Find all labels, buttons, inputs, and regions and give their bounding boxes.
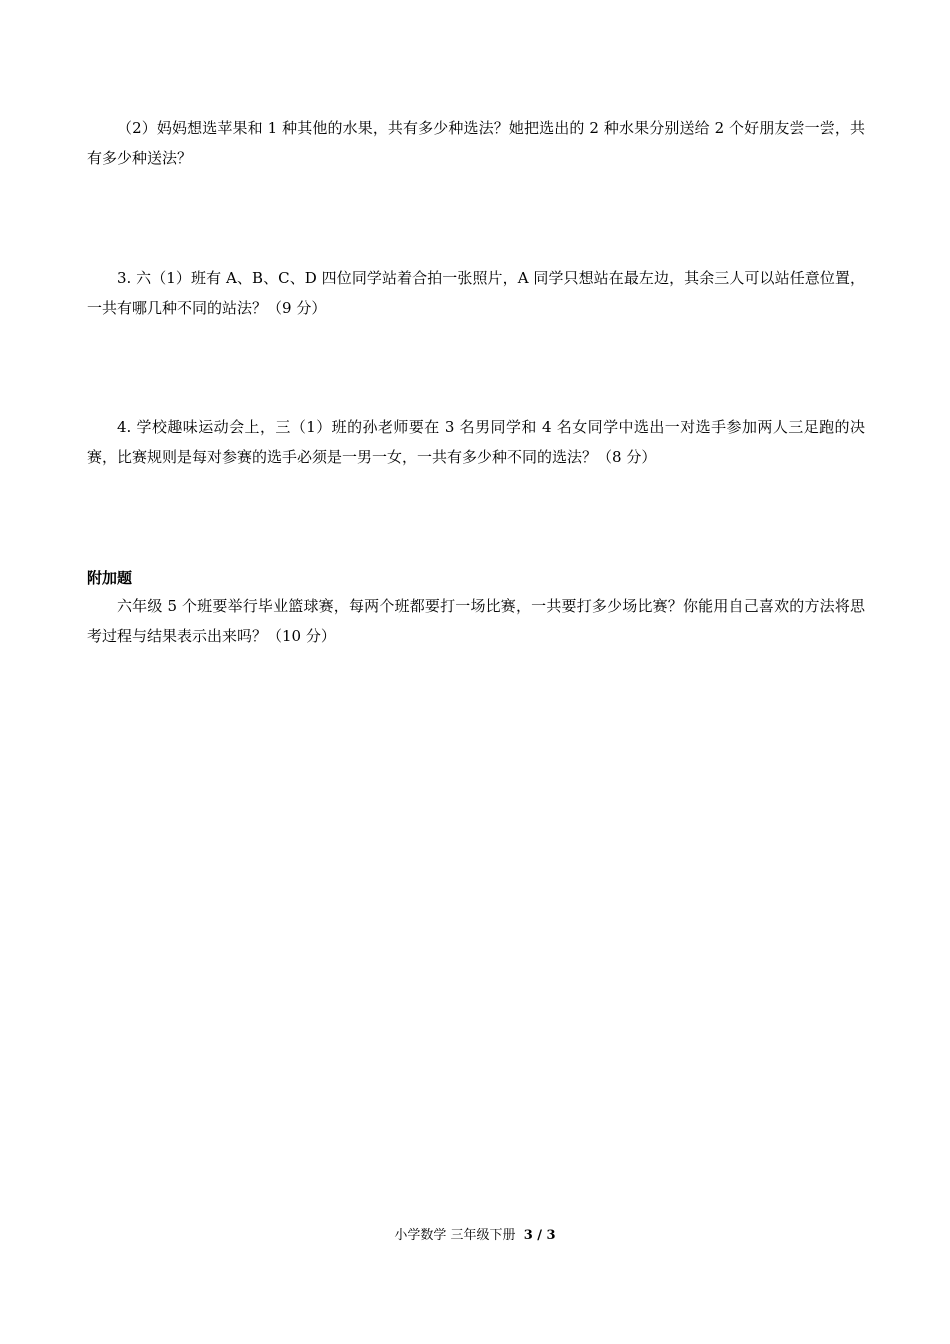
question-3: 3. 六（1）班有 A、B、C、D 四位同学站着合拍一张照片，A 同学只想站在最左边，其余三人可以站任意位置，一共有哪几种不同的站法？（9 分） xyxy=(87,269,865,317)
question-2-part-2: （2）妈妈想选苹果和 1 种其他的水果，共有多少种选法？她把选出的 2 种水果分别送给 2 个好朋友尝一尝，共有多少种送法？ xyxy=(87,119,865,167)
page-footer xyxy=(0,1226,950,1246)
question-4: 4. 学校趣味运动会上，三（1）班的孙老师要在 3 名男同学和 4 名女同学中选出一对选手参加两人三足跑的决赛，比赛规则是每对参赛的选手必须是一男一女，一共有多少种不同的选法？（8 分） xyxy=(87,418,865,466)
page-number: 3 / 3 xyxy=(523,1228,556,1243)
bonus-question: 六年级 5 个班要举行毕业篮球赛，每两个班都要打一场比赛，一共要打多少场比赛？你能用自己喜欢的方法将思考过程与结果表示出来吗？（10 分） xyxy=(87,597,865,645)
bonus-heading: 附加题 xyxy=(87,569,133,587)
footer-label: 小学数学 三年级下册 xyxy=(394,1228,516,1243)
